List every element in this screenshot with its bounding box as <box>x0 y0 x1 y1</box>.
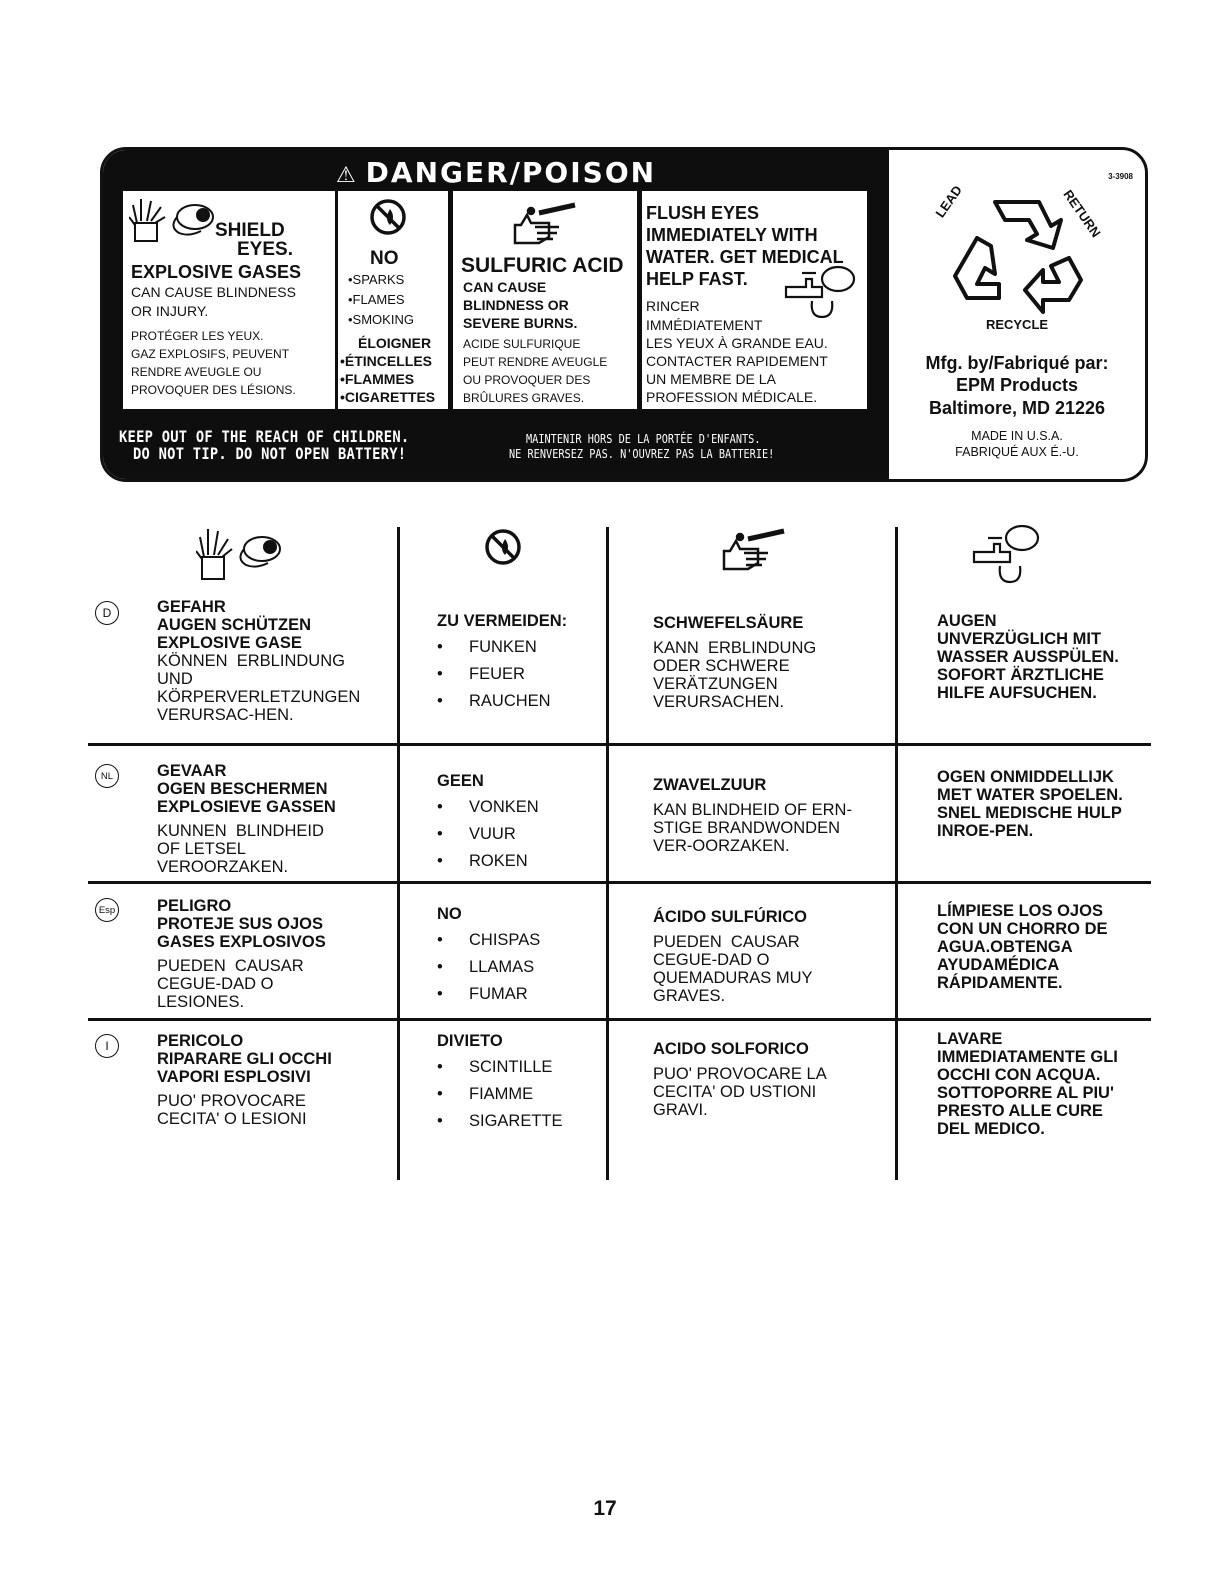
acid-text: STIGE BRANDWONDEN <box>653 819 841 837</box>
manufacturer-address: Baltimore, MD 21226 <box>928 398 1106 418</box>
acid-text: QUEMADURAS MUY <box>653 969 813 987</box>
fr-protect-2: GAZ EXPLOSIFS, PEUVENT <box>131 347 290 361</box>
table-row-divider <box>88 743 1151 746</box>
label-black-panel <box>103 150 889 479</box>
danger-heading: OGEN BESCHERMEN <box>157 780 328 798</box>
first-aid-text: LÍMPIESE LOS OJOS <box>937 902 1103 920</box>
avoid-cell <box>437 772 539 875</box>
first-aid-text: SNEL MEDISCHE HULP <box>937 804 1122 822</box>
danger-text: LESIONES. <box>157 993 245 1011</box>
danger-heading: GEFAHR <box>157 598 226 616</box>
danger-heading: GEVAAR <box>157 762 227 780</box>
first-aid-text: AYUDAMÉDICA <box>937 956 1060 974</box>
help-fast-text: HELP FAST. <box>646 269 748 289</box>
immediately-text: IMMEDIATELY WITH <box>646 225 818 245</box>
first-aid-text: RÁPIDAMENTE. <box>937 974 1063 992</box>
sulf-fr-2: PEUT RENDRE AVEUGLE <box>463 355 608 369</box>
avoid-item: • RAUCHEN <box>437 688 567 715</box>
first-aid-text: SOTTOPORRE AL PIU' <box>937 1084 1114 1102</box>
maintenir-text: MAINTENIR HORS DE LA PORTÉE D'ENFANTS. <box>526 431 761 446</box>
eyewash-faucet-icon <box>782 265 862 327</box>
no-sparks-panel <box>338 191 448 409</box>
sulfuric-acid-panel <box>453 191 637 409</box>
first-aid-text: AGUA.OBTENGA <box>937 938 1073 956</box>
rincer-4: CONTACTER RAPIDEMENT <box>646 353 828 369</box>
danger-text: UND <box>157 670 193 688</box>
danger-text: KUNNEN BLINDHEID <box>157 822 324 840</box>
table-row-divider <box>88 1018 1151 1021</box>
manufacturer-name: EPM Products <box>955 375 1079 395</box>
danger-text: VERURSAC-HEN. <box>157 706 294 724</box>
danger-heading: AUGEN SCHÜTZEN <box>157 616 312 634</box>
flammes-text: •FLAMMES <box>340 371 415 387</box>
return-text: RETURN <box>1060 187 1104 240</box>
danger-text: CEGUE-DAD O <box>157 975 274 993</box>
danger-text: OF LETSEL <box>157 840 246 858</box>
flames-text: •FLAMES <box>348 292 405 307</box>
label-divider <box>450 192 452 406</box>
danger-heading: PELIGRO <box>157 897 232 915</box>
first-aid-text: INROE-PEN. <box>937 822 1034 840</box>
acid-text: VERÄTZUNGEN <box>653 675 778 693</box>
recycle-area <box>889 150 1145 479</box>
cigarettes-text: •CIGARETTES <box>340 389 436 405</box>
danger-heading: VAPORI ESPLOSIVI <box>157 1068 311 1086</box>
first-aid-text: MET WATER SPOELEN. <box>937 786 1123 804</box>
first-aid-text: UNVERZÜGLICH MIT <box>937 630 1102 648</box>
first-aid-text: IMMEDIATAMENTE GLI <box>937 1048 1118 1066</box>
rincer-1: RINCER <box>646 298 700 314</box>
explosive-gases-text: EXPLOSIVE GASES <box>131 262 302 282</box>
no-flame-icon <box>368 197 408 237</box>
acid-text: PUO' PROVOCARE LA <box>653 1065 827 1083</box>
rincer-3: LES YEUX À GRANDE EAU. <box>646 335 828 351</box>
avoid-item: • VUUR <box>437 821 539 848</box>
danger-heading: GASES EXPLOSIVOS <box>157 933 326 951</box>
table-column-divider <box>895 527 898 1180</box>
recycle-icon <box>947 192 1087 314</box>
label-title <box>103 156 889 189</box>
avoid-item: • FIAMME <box>437 1081 563 1108</box>
explosion-goggles-icon <box>196 527 288 583</box>
danger-cell <box>157 897 326 1011</box>
warning-triangle-icon: ⚠ <box>335 163 358 188</box>
avoid-cell <box>437 905 540 1008</box>
danger-cell <box>157 1032 332 1128</box>
sulf-fr-3: OU PROVOQUER DES <box>463 373 591 387</box>
avoid-heading: ZU VERMEIDEN: <box>437 612 568 630</box>
rincer-5: UN MEMBRE DE LA <box>646 371 776 387</box>
avoid-item: • SIGARETTE <box>437 1108 563 1135</box>
danger-heading: RIPARARE GLI OCCHI <box>157 1050 332 1068</box>
rincer-2: IMMÉDIATEMENT <box>646 317 763 333</box>
ne-renversez-text: NE RENVERSEZ PAS. N'OUVREZ PAS LA BATTERIE! <box>509 446 775 461</box>
acid-heading: ZWAVELZUUR <box>653 776 767 794</box>
flush-eyes-text: FLUSH EYES <box>646 203 760 223</box>
recycle-text: RECYCLE <box>985 317 1049 332</box>
language-mark: I <box>95 1034 119 1058</box>
label-divider <box>335 192 337 406</box>
acid-cell <box>653 776 852 855</box>
danger-text: PUEDEN CAUSAR <box>157 957 304 975</box>
sulf-fr-4: BRÛLURES GRAVES. <box>463 391 585 405</box>
first-aid-text: DEL MEDICO. <box>937 1120 1045 1138</box>
or-injury-text: OR INJURY. <box>131 303 209 319</box>
sulfuric-acid-text: SULFURIC ACID <box>461 254 624 277</box>
eloigner-text: ÉLOIGNER <box>358 335 432 351</box>
acid-hand-icon <box>509 201 579 245</box>
acid-text: CECITA' OD USTIONI <box>653 1083 817 1101</box>
avoid-heading: DIVIETO <box>437 1032 503 1050</box>
avoid-item: • CHISPAS <box>437 927 540 954</box>
acid-heading: ÁCIDO SULFÚRICO <box>653 908 807 926</box>
danger-text: KÖRPERVERLETZUNGEN <box>157 688 361 706</box>
danger-cell <box>157 598 360 724</box>
mfg-by-text: Mfg. by/Fabriqué par: <box>925 353 1109 373</box>
first-aid-cell <box>937 612 1119 702</box>
danger-cell <box>157 762 336 876</box>
first-aid-cell <box>937 768 1123 840</box>
avoid-item: • FUMAR <box>437 981 540 1008</box>
acid-text: VERURSACHEN. <box>653 693 785 711</box>
acid-heading: ACIDO SOLFORICO <box>653 1040 809 1058</box>
explosion-goggles-icon <box>129 197 221 245</box>
avoid-heading: GEEN <box>437 772 484 790</box>
sparks-text: •SPARKS <box>348 272 405 287</box>
acid-text: CEGUE-DAD O <box>653 951 770 969</box>
language-mark: NL <box>95 764 119 788</box>
sulf-fr-1: ACIDE SULFURIQUE <box>463 337 581 351</box>
eyewash-faucet-icon <box>972 522 1044 586</box>
first-aid-text: HILFE AUFSUCHEN. <box>937 684 1097 702</box>
table-column-divider <box>606 527 609 1180</box>
etincelles-text: •ÉTINCELLES <box>340 353 433 369</box>
danger-heading: EXPLOSIEVE GASSEN <box>157 798 336 816</box>
first-aid-text: WASSER AUSSPÜLEN. <box>937 648 1119 666</box>
label-title-text: DANGER/POISON <box>365 156 657 189</box>
avoid-item: • FEUER <box>437 661 567 688</box>
lead-text: LEAD <box>932 182 965 221</box>
battery-warning-label <box>100 147 1148 482</box>
acid-text: PUEDEN CAUSAR <box>653 933 800 951</box>
fr-protect-4: PROVOQUER DES LÉSIONS. <box>131 383 296 397</box>
acid-cell <box>653 908 813 1005</box>
made-in-usa: MADE IN U.S.A. <box>971 429 1063 443</box>
avoid-heading: NO <box>437 905 462 923</box>
no-text: NO <box>370 248 399 269</box>
language-mark: Esp <box>95 898 119 922</box>
label-divider <box>639 192 641 406</box>
language-mark: D <box>95 601 119 625</box>
first-aid-text: AUGEN <box>937 612 997 630</box>
danger-heading: EXPLOSIVE GASE <box>157 634 302 652</box>
get-medical-text: WATER. GET MEDICAL <box>646 247 844 267</box>
fr-protect-3: RENDRE AVEUGLE OU <box>131 365 262 379</box>
avoid-cell <box>437 1032 563 1135</box>
first-aid-text: OGEN ONMIDDELLIJK <box>937 768 1114 786</box>
avoid-item: • FUNKEN <box>437 634 567 661</box>
acid-text: GRAVI. <box>653 1101 708 1119</box>
first-aid-cell <box>937 1030 1118 1138</box>
acid-cell <box>653 614 816 711</box>
sulf-can-cause: CAN CAUSE <box>463 279 547 295</box>
shield-eyes-panel <box>123 191 335 409</box>
no-flame-icon <box>483 527 523 567</box>
acid-hand-icon <box>718 527 788 571</box>
avoid-cell <box>437 612 567 715</box>
acid-text: GRAVES. <box>653 987 726 1005</box>
first-aid-text: LAVARE <box>937 1030 1003 1048</box>
first-aid-text: SOFORT ÄRZTLICHE <box>937 666 1104 684</box>
first-aid-cell <box>937 902 1108 992</box>
danger-heading: PROTEJE SUS OJOS <box>157 915 323 933</box>
acid-cell <box>653 1040 827 1119</box>
table-row-divider <box>88 881 1151 884</box>
first-aid-text: PRESTO ALLE CURE <box>937 1102 1103 1120</box>
keep-out-text: KEEP OUT OF THE REACH OF CHILDREN. <box>119 427 410 446</box>
fabrique-aux-eu: FABRIQUÉ AUX É.-U. <box>955 445 1079 459</box>
avoid-item: • ROKEN <box>437 848 539 875</box>
can-cause-blindness-text: CAN CAUSE BLINDNESS <box>131 284 296 300</box>
sulf-blindness: BLINDNESS OR <box>463 297 569 313</box>
table-column-divider <box>397 527 400 1180</box>
avoid-item: • LLAMAS <box>437 954 540 981</box>
label-code: 3-3908 <box>1108 172 1133 181</box>
first-aid-text: OCCHI CON ACQUA. <box>937 1066 1101 1084</box>
first-aid-text: CON UN CHORRO DE <box>937 920 1108 938</box>
danger-text: CECITA' O LESIONI <box>157 1110 307 1128</box>
do-not-tip-text: DO NOT TIP. DO NOT OPEN BATTERY! <box>133 444 407 463</box>
danger-heading: PERICOLO <box>157 1032 244 1050</box>
danger-text: VEROORZAKEN. <box>157 858 289 876</box>
acid-heading: SCHWEFELSÄURE <box>653 614 804 632</box>
avoid-item: • VONKEN <box>437 794 539 821</box>
danger-text: KÖNNEN ERBLINDUNG <box>157 652 345 670</box>
sulf-burns: SEVERE BURNS. <box>463 315 578 331</box>
fr-protect-1: PROTÉGER LES YEUX. <box>131 329 264 343</box>
eyes-text: EYES. <box>237 239 293 260</box>
flush-eyes-panel <box>642 191 867 409</box>
shield-text: SHIELD <box>215 220 285 241</box>
acid-text: KANN ERBLINDUNG <box>653 639 817 657</box>
avoid-item: • SCINTILLE <box>437 1054 563 1081</box>
rincer-6: PROFESSION MÉDICALE. <box>646 389 818 405</box>
page-number: 17 <box>593 1497 617 1520</box>
acid-text: ODER SCHWERE <box>653 657 790 675</box>
smoking-text: •SMOKING <box>348 312 414 327</box>
acid-text: KAN BLINDHEID OF ERN- <box>653 801 852 819</box>
danger-text: PUO' PROVOCARE <box>157 1092 306 1110</box>
acid-text: VER-OORZAKEN. <box>653 837 790 855</box>
